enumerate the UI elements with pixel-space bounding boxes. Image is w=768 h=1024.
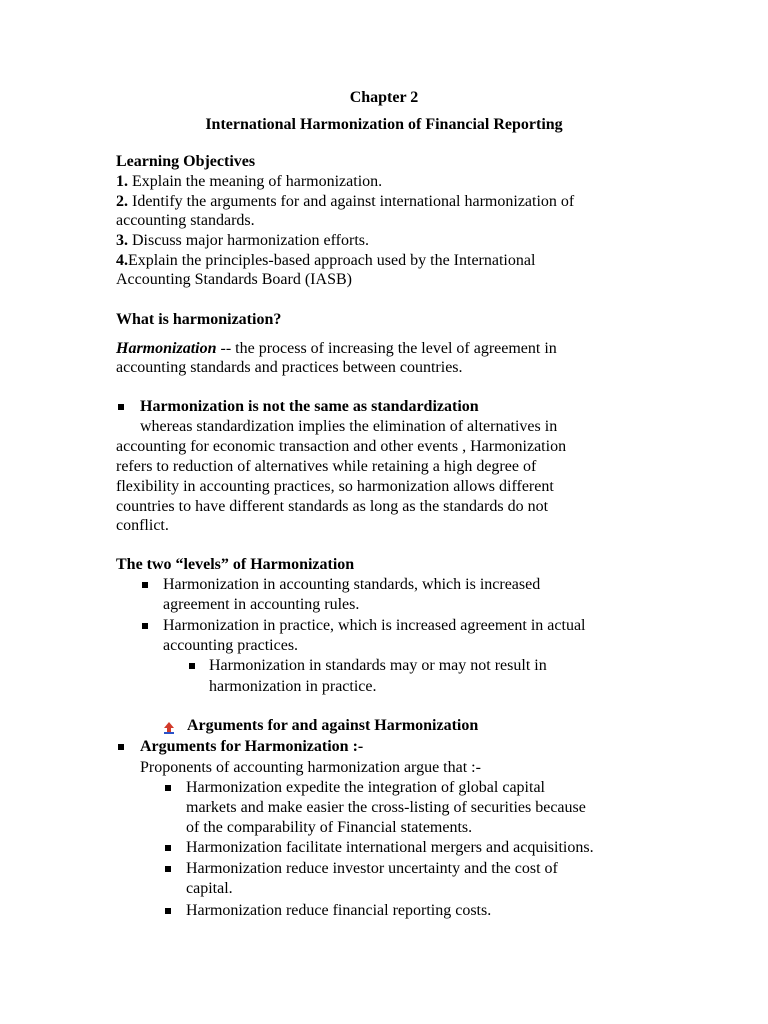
objective-4-cont: Accounting Standards Board (IASB) [116, 271, 352, 288]
list-item: Harmonization in practice, which is increased agreement in actual [163, 617, 586, 634]
sub-list-item-cont: harmonization in practice. [209, 678, 377, 695]
objective-1 [116, 172, 382, 192]
objective-2-cont: accounting standards. [116, 212, 255, 229]
arguments-intro: Proponents of accounting harmonization argue that :- [140, 759, 481, 776]
paragraph-line: flexibility in accounting practices, so harmonization allows different [116, 478, 554, 495]
objective-number: 1. [116, 173, 128, 190]
objective-text: Explain the meaning of harmonization. [128, 173, 383, 190]
arguments-for-heading: Arguments for Harmonization :- [140, 738, 364, 755]
objective-number: 2. [116, 193, 128, 210]
bullet-square-icon [165, 845, 171, 851]
bullet-square-icon [165, 785, 171, 791]
bullet-square-icon [165, 866, 171, 872]
objective-4 [116, 251, 535, 271]
objective-text: Identify the arguments for and against international harmonization of [128, 193, 575, 210]
objective-text: Discuss major harmonization efforts. [128, 232, 369, 249]
learning-objectives-heading: Learning Objectives [116, 153, 256, 170]
paragraph-line: countries to have different standards as long as the standards do not [116, 498, 549, 515]
definition-term: Harmonization [116, 340, 217, 357]
bullet-square-icon [189, 663, 195, 669]
objective-number: 4. [116, 252, 128, 269]
argument-item: Harmonization expedite the integration of global capital [186, 779, 545, 796]
paragraph-line: refers to reduction of alternatives while retaining a high degree of [116, 458, 537, 475]
objective-3 [116, 231, 369, 251]
chapter-title: International Harmonization of Financial Reporting [205, 116, 563, 133]
objective-number: 3. [116, 232, 128, 249]
objective-text: Explain the principles-based approach used by the International [128, 252, 536, 269]
bullet-square-icon [142, 582, 148, 588]
list-item-cont: agreement in accounting rules. [163, 596, 360, 613]
argument-item: Harmonization facilitate international mergers and acquisitions. [186, 839, 594, 856]
not-same-heading: Harmonization is not the same as standardization [140, 398, 479, 415]
arguments-heading: Arguments for and against Harmonization [187, 717, 479, 734]
argument-item: Harmonization reduce investor uncertainty and the cost of [186, 860, 558, 877]
argument-item-cont: of the comparability of Financial statements. [186, 819, 473, 836]
definition-line-2: accounting standards and practices between countries. [116, 359, 463, 376]
levels-heading: The two “levels” of Harmonization [116, 556, 355, 573]
list-item: Harmonization in accounting standards, which is increased [163, 576, 541, 593]
list-item-cont: accounting practices. [163, 637, 299, 654]
sub-list-item: Harmonization in standards may or may not result in [209, 657, 547, 674]
bullet-square-icon [118, 744, 124, 750]
paragraph-line: whereas standardization implies the elimination of alternatives in [140, 418, 558, 435]
definition-line [116, 339, 557, 359]
argument-item-cont: markets and make easier the cross-listing of securities because [186, 799, 586, 816]
objective-2 [116, 192, 574, 212]
what-is-heading: What is harmonization? [116, 311, 282, 328]
argument-item: Harmonization reduce financial reporting costs. [186, 902, 492, 919]
argument-item-cont: capital. [186, 880, 233, 897]
definition-text: -- the process of increasing the level of agreement in [216, 340, 557, 357]
paragraph-line: accounting for economic transaction and other events , Harmonization [116, 438, 567, 455]
bullet-square-icon [118, 404, 124, 410]
bullet-square-icon [142, 623, 148, 629]
bullet-square-icon [165, 908, 171, 914]
arrow-bullet-icon [162, 721, 176, 735]
chapter-label: Chapter 2 [349, 89, 419, 106]
paragraph-line: conflict. [116, 517, 169, 534]
